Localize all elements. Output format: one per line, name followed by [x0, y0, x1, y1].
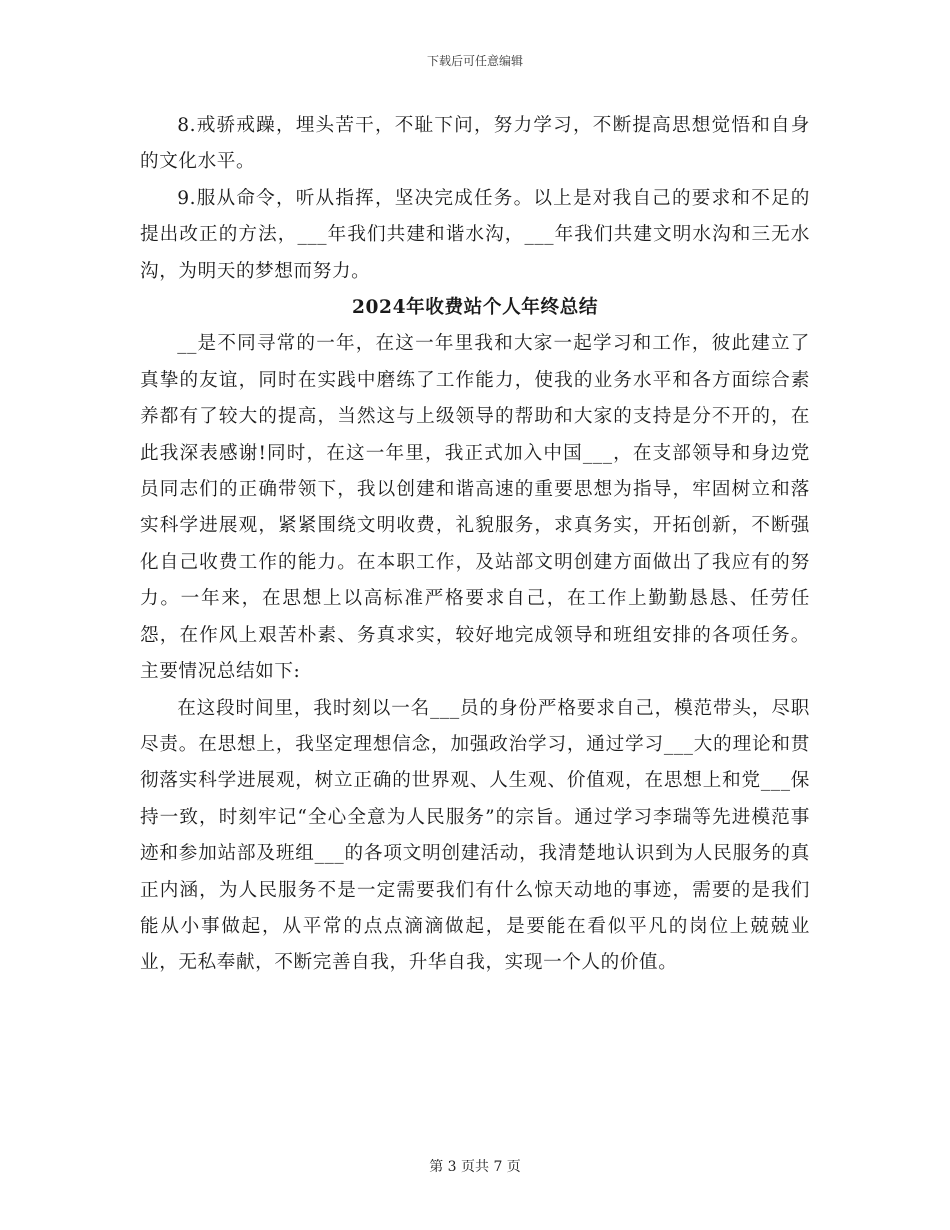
- paragraph-thought: 在这段时间里，我时刻以一名___员的身份严格要求自己，模范带头，尽职尽责。在思想上，我坚定理想信念，加强政治学习，通过学习___大的理论和贯彻落实科学进展观，树立正确的世界观、人生观、价值观，在思想上和党___保持一致，时刻牢记“全心全意为人民服务”的宗旨。通过学习李瑞等先进模范事迹和参加站部及班组___的各项文明创建活动，我清楚地认识到为人民服务的真正内涵，为人民服务不是一定需要我们有什么惊天动地的事迹，需要的是我们能从小事做起，从平常的点点滴滴做起，是要能在看似平凡的岗位上兢兢业业，无私奉献，不断完善自我，升华自我，实现一个人的价值。: [140, 697, 810, 974]
- document-body: [140, 108, 810, 982]
- page-footer: 第 3 页共 7 页: [429, 1159, 521, 1175]
- page-header: 下载后可任意编辑: [426, 54, 523, 68]
- paragraph-item-8: 8.戒骄戒躁，埋头苦干，不耻下问，努力学习，不断提高思想觉悟和自身的文化水平。: [140, 115, 810, 173]
- paragraph-item-9: 9.服从命令，听从指挥，坚决完成任务。以上是对我自己的要求和不足的提出改正的方法，___年我们共建和谐水沟，___年我们共建文明水沟和三无水沟，为明天的梦想而努力。: [140, 187, 810, 282]
- paragraph-intro: __是不同寻常的一年，在这一年里我和大家一起学习和工作，彼此建立了真挚的友谊，同时在实践中磨练了工作能力，使我的业务水平和各方面综合素养都有了较大的提高，当然这与上级领导的帮助和大家的支持是分不开的，在此我深表感谢!同时，在这一年里，我正式加入中国___，在支部领导和身边党员同志们的正确带领下，我以创建和谐高速的重要思想为指导，牢固树立和落实科学进展观，紧紧围绕文明收费，礼貌服务，求真务实，开拓创新，不断强化自己收费工作的能力。在本职工作，及站部文明创建方面做出了我应有的努力。一年来，在思想上以高标准严格要求自己，在工作上勤勤恳恳、任劳任怨，在作风上艰苦朴素、务真求实，较好地完成领导和班组安排的各项任务。主要情况总结如下:: [140, 333, 810, 683]
- section-title: 2024年收费站个人年终总结: [351, 297, 599, 319]
